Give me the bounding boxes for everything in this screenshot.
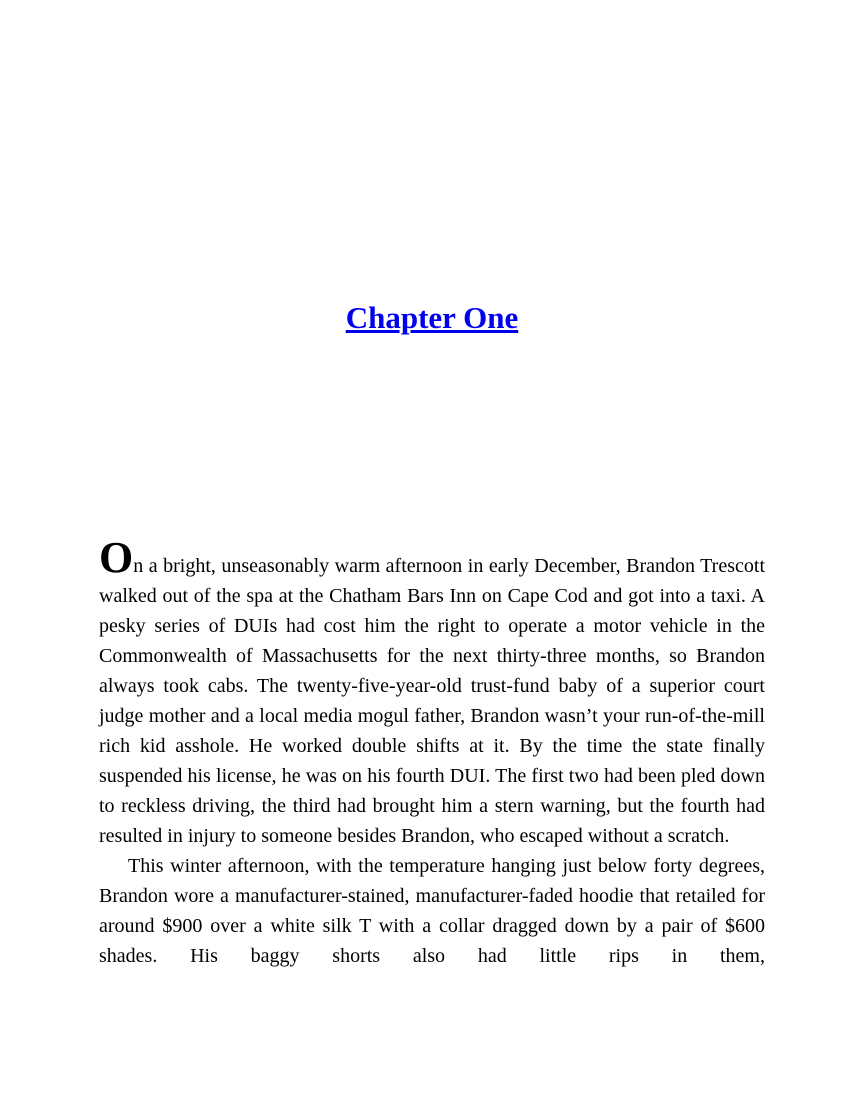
paragraph-2-text: This winter afternoon, with the temperature hanging just below forty degrees, Brandon wore a manufacturer-stained, manufacturer-faded hoodie that retailed for around $900 over a white silk T with a collar dragged down by a pair of $600 shades. His baggy shorts also had little rips in them,: [99, 855, 765, 967]
chapter-title-link[interactable]: Chapter One: [345, 300, 519, 335]
paragraph-2: [99, 851, 765, 971]
paragraph-1-text: n a bright, unseasonably warm afternoon in early December, Brandon Trescott walked out of the spa at the Chatham Bars Inn on Cape Cod and got into a taxi. A pesky series of DUIs had cost him the right to operate a motor vehicle in the Commonwealth of Massachusetts for the next thirty-three months, so Brandon always took cabs. The twenty-five-year-old trust-fund baby of a superior court judge mother and a local media mogul father, Brandon wasn’t your run-of-the-mill rich kid asshole. He worked double shifts at it. By the time the state finally suspended his license, he was on his fourth DUI. The first two had been pled down to reckless driving, the third had brought him a stern warning, but the fourth had resulted in injury to someone besides Brandon, who escaped without a scratch.: [99, 555, 765, 847]
chapter-heading: [0, 300, 864, 336]
paragraph-1: [99, 533, 765, 851]
initial-capital: O: [99, 533, 134, 582]
chapter-body: [99, 533, 765, 971]
